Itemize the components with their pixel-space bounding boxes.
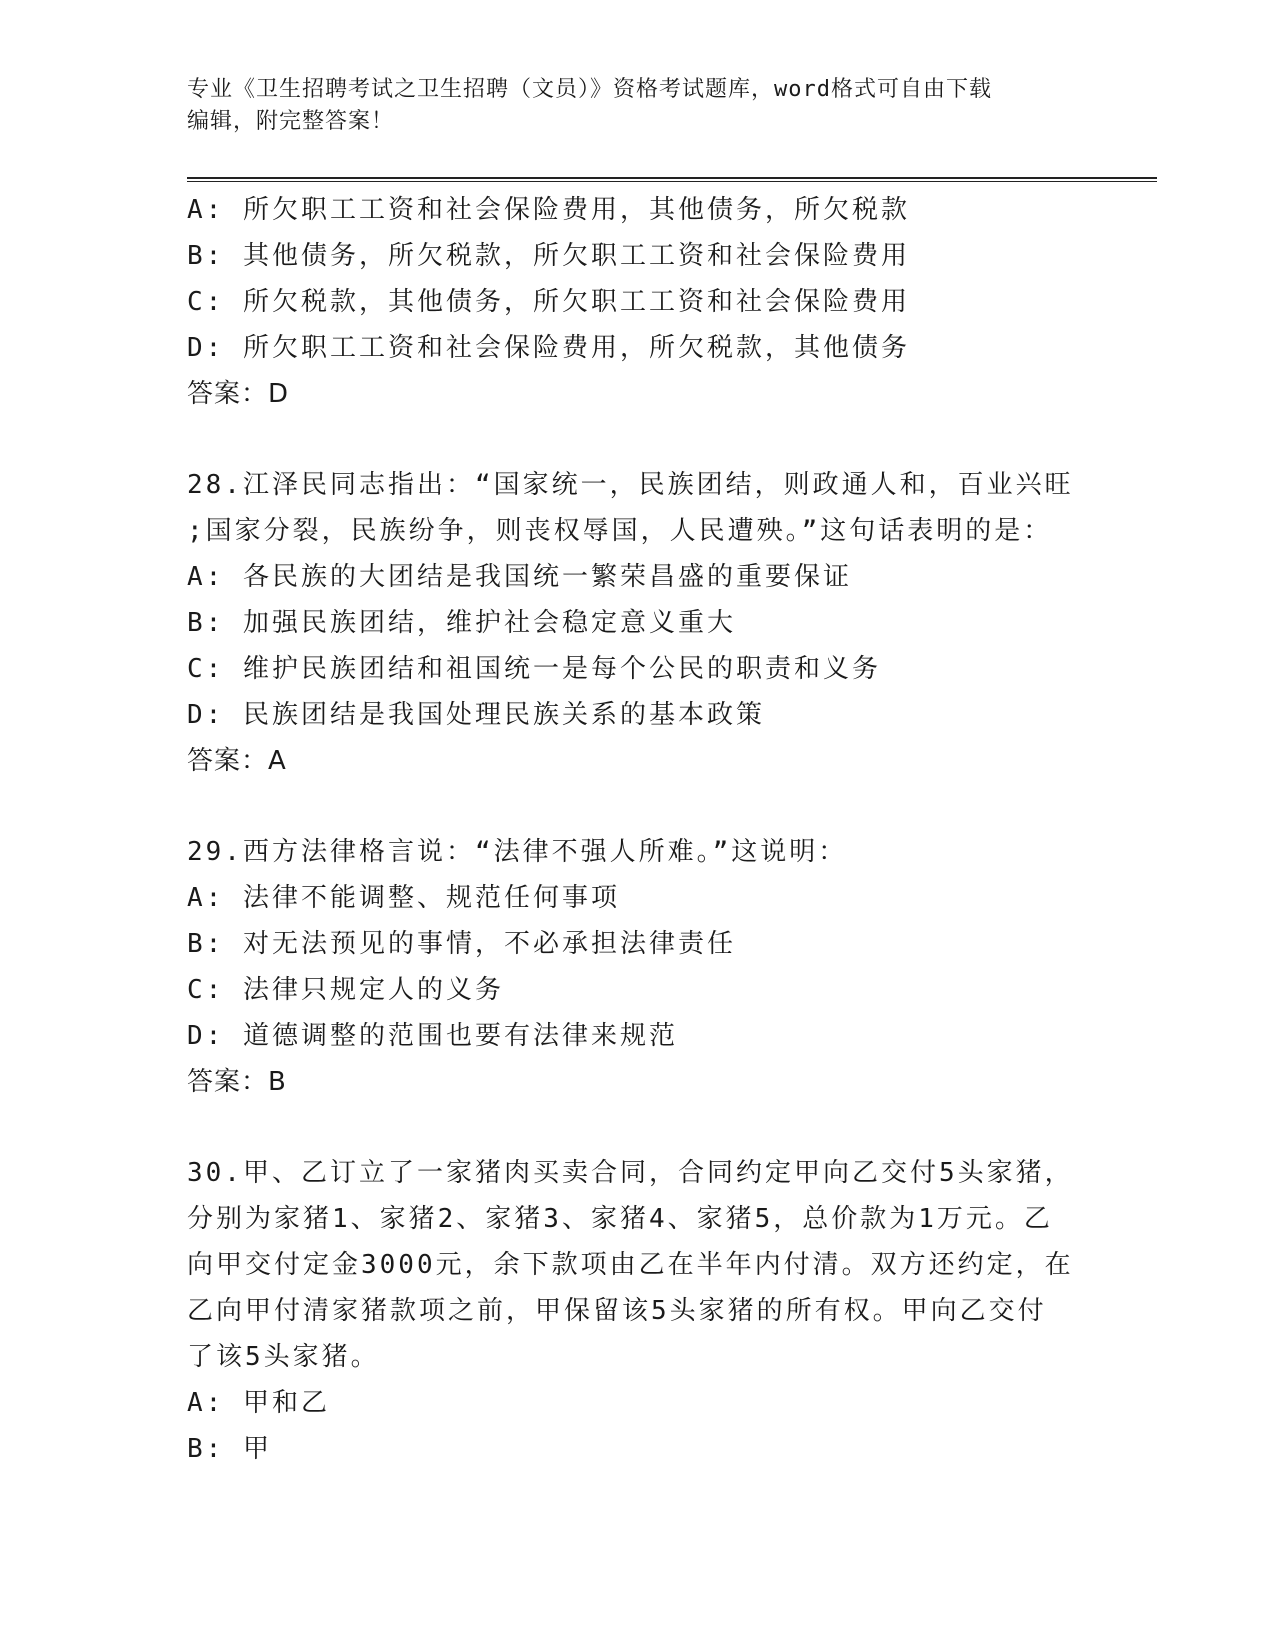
option-b: B: 其他债务，所欠税款，所欠职工工资和社会保险费用 (187, 241, 910, 271)
option-a: A: 法律不能调整、规范任何事项 (187, 883, 620, 913)
question-30 (187, 1150, 1157, 1472)
option-c: C: 所欠税款，其他债务，所欠职工工资和社会保险费用 (187, 287, 910, 317)
option-d: D: 所欠职工工资和社会保险费用，所欠税款，其他债务 (187, 333, 910, 363)
spacer (187, 417, 1157, 462)
question-stem-line: 30.甲、乙订立了一家猪肉买卖合同，合同约定甲向乙交付5头家猪， (187, 1158, 1074, 1188)
question-stem-line: 向甲交付定金3000元，余下款项由乙在半年内付清。双方还约定，在 (187, 1250, 1074, 1280)
question-list (187, 187, 1157, 1472)
option-b: B: 甲 (187, 1434, 272, 1464)
document-header (187, 74, 1087, 138)
question-29 (187, 829, 1157, 1105)
option-b: B: 对无法预见的事情，不必承担法律责任 (187, 929, 736, 959)
spacer (187, 784, 1157, 829)
header-divider (187, 177, 1157, 182)
option-a: A: 甲和乙 (187, 1388, 330, 1418)
answer: 答案：B (187, 1067, 287, 1097)
spacer (187, 1105, 1157, 1150)
question-stem-line: 分别为家猪1、家猪2、家猪3、家猪4、家猪5，总价款为1万元。乙 (187, 1204, 1053, 1234)
question-28 (187, 462, 1157, 784)
question-stem-line: 乙向甲付清家猪款项之前，甲保留该5头家猪的所有权。甲向乙交付 (187, 1296, 1047, 1326)
header-line-1: 专业《卫生招聘考试之卫生招聘（文员）》资格考试题库，word格式可自由下载 (187, 77, 992, 102)
option-b: B: 加强民族团结，维护社会稳定意义重大 (187, 608, 736, 638)
question-stem-line: 29.西方法律格言说：“法律不强人所难。”这说明： (187, 837, 848, 867)
question-stem-line: 了该5头家猪。 (187, 1342, 380, 1372)
option-c: C: 法律只规定人的义务 (187, 975, 504, 1005)
option-a: A: 所欠职工工资和社会保险费用，其他债务，所欠税款 (187, 195, 910, 225)
question-27 (187, 187, 1157, 417)
option-a: A: 各民族的大团结是我国统一繁荣昌盛的重要保证 (187, 562, 852, 592)
answer: 答案：D (187, 379, 290, 409)
header-line-2: 编辑，附完整答案！ (187, 109, 395, 134)
option-d: D: 民族团结是我国处理民族关系的基本政策 (187, 700, 765, 730)
option-d: D: 道德调整的范围也要有法律来规范 (187, 1021, 678, 1051)
question-stem-line: 28.江泽民同志指出：“国家统一，民族团结，则政通人和，百业兴旺 (187, 470, 1074, 500)
answer: 答案：A (187, 746, 287, 776)
option-c: C: 维护民族团结和祖国统一是每个公民的职责和义务 (187, 654, 881, 684)
question-stem-line: ;国家分裂，民族纷争，则丧权辱国，人民遭殃。”这句话表明的是： (187, 516, 1053, 546)
